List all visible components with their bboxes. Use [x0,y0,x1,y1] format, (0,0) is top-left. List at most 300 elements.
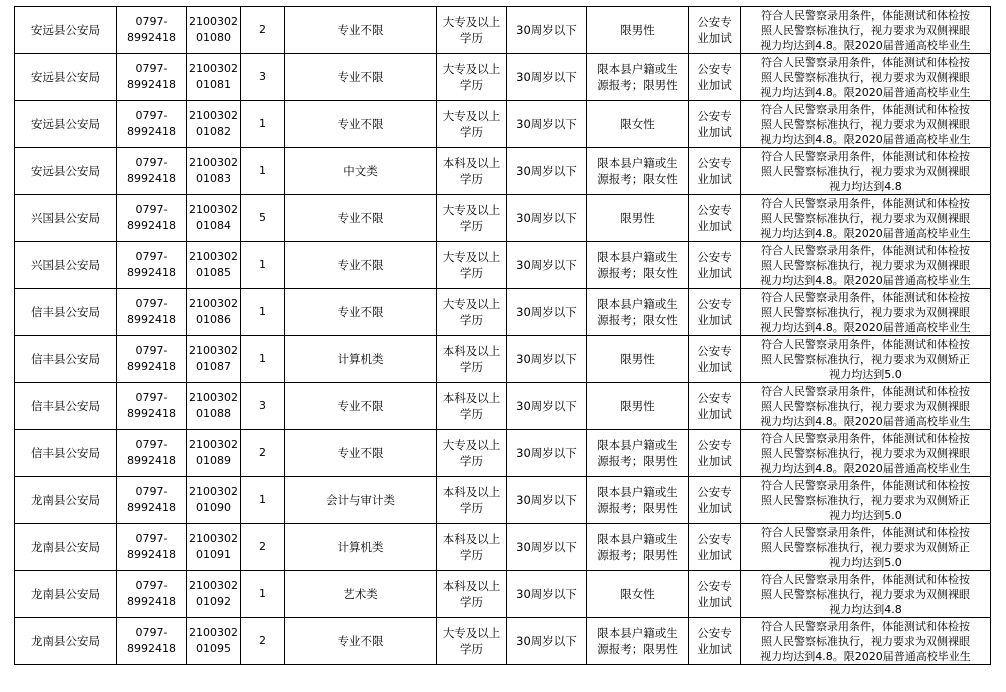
cell-phone [117,54,187,101]
cell-phone [117,242,187,289]
table-row [15,383,991,430]
table-row [15,148,991,195]
cell-age: 30周岁以下 [507,54,587,101]
cell-post-code-line: 2100302 [189,344,238,357]
cell-phone-line: 0797- [135,438,168,451]
cell-note-line: 视力均达到4.8。限2020届普通高校毕业生 [760,85,971,99]
cell-education-line: 本科及以上 [442,579,501,593]
cell-note-line: 符合人民警察录用条件，体能测试和体检按 [761,525,970,539]
cell-extra-exam-line: 业加试 [697,548,732,562]
cell-post-code-line: 2100302 [189,626,238,639]
cell-age: 30周岁以下 [507,383,587,430]
cell-note-line: 符合人民警察录用条件，体能测试和体检按 [761,431,970,445]
cell-other-req [587,54,689,101]
cell-education [437,242,507,289]
cell-note-line: 照人民警察标准执行，视力要求为双侧矫正 [761,493,970,507]
cell-other-req-line: 限男性 [620,23,655,37]
cell-education-line: 学历 [460,454,483,468]
cell-other-req [587,430,689,477]
cell-other-req [587,477,689,524]
cell-education [437,477,507,524]
cell-note [741,383,991,430]
cell-post-code-line: 01090 [196,501,231,514]
cell-other-req-line: 源报考；限女性 [597,172,678,186]
cell-education-line: 大专及以上 [442,438,501,452]
cell-post-code-line: 2100302 [189,250,238,263]
cell-note [741,101,991,148]
cell-age: 30周岁以下 [507,148,587,195]
cell-age: 30周岁以下 [507,618,587,665]
cell-phone-line: 8992418 [127,313,176,326]
cell-major: 专业不限 [285,101,437,148]
cell-phone-line: 0797- [135,156,168,169]
cell-education-line: 本科及以上 [442,532,501,546]
cell-other-req-line: 源报考；限男性 [597,642,678,656]
cell-other-req-line: 源报考；限男性 [597,548,678,562]
cell-post-code [187,101,241,148]
cell-education [437,524,507,571]
cell-note [741,289,991,336]
cell-education-line: 学历 [460,642,483,656]
cell-post-code-line: 2100302 [189,15,238,28]
table-row [15,101,991,148]
table-row [15,524,991,571]
cell-note-line: 符合人民警察录用条件，体能测试和体检按 [761,478,970,492]
cell-note [741,571,991,618]
cell-count: 2 [241,7,285,54]
cell-note-line: 符合人民警察录用条件，体能测试和体检按 [761,149,970,163]
cell-education-line: 大专及以上 [442,109,501,123]
cell-count: 2 [241,618,285,665]
cell-phone-line: 8992418 [127,125,176,138]
cell-other-req-line: 限男性 [620,399,655,413]
cell-other-req [587,195,689,242]
cell-post-code-line: 01085 [196,266,231,279]
cell-note [741,54,991,101]
cell-phone [117,7,187,54]
cell-unit: 信丰县公安局 [15,289,117,336]
cell-note-line: 符合人民警察录用条件，体能测试和体检按 [761,572,970,586]
cell-other-req [587,336,689,383]
cell-note-line: 符合人民警察录用条件，体能测试和体检按 [761,55,970,69]
cell-post-code-line: 01081 [196,78,231,91]
cell-extra-exam [689,289,741,336]
cell-post-code-line: 01082 [196,125,231,138]
table-row [15,195,991,242]
cell-education [437,336,507,383]
cell-note-line: 照人民警察标准执行，视力要求为双侧矫正 [761,352,970,366]
cell-note [741,242,991,289]
cell-education-line: 学历 [460,78,483,92]
cell-major: 专业不限 [285,195,437,242]
cell-extra-exam-line: 业加试 [697,642,732,656]
cell-extra-exam [689,101,741,148]
cell-note-line: 符合人民警察录用条件，体能测试和体检按 [761,102,970,116]
cell-note-line: 照人民警察标准执行，视力要求为双侧裸眼 [761,117,970,131]
cell-unit: 龙南县公安局 [15,571,117,618]
cell-education [437,618,507,665]
cell-education-line: 学历 [460,548,483,562]
cell-phone-line: 8992418 [127,595,176,608]
cell-extra-exam [689,524,741,571]
cell-age: 30周岁以下 [507,289,587,336]
cell-phone-line: 8992418 [127,31,176,44]
cell-extra-exam-line: 公安专 [697,62,732,76]
cell-count: 2 [241,430,285,477]
cell-phone-line: 8992418 [127,642,176,655]
cell-phone [117,336,187,383]
cell-education-line: 学历 [460,125,483,139]
cell-other-req-line: 源报考；限男性 [597,454,678,468]
cell-post-code-line: 2100302 [189,438,238,451]
cell-post-code [187,54,241,101]
cell-extra-exam-line: 业加试 [697,595,732,609]
cell-extra-exam [689,7,741,54]
cell-phone-line: 0797- [135,485,168,498]
cell-education [437,571,507,618]
cell-education [437,101,507,148]
cell-extra-exam [689,477,741,524]
table-row [15,54,991,101]
cell-note-line: 照人民警察标准执行，视力要求为双侧裸眼 [761,305,970,319]
cell-phone-line: 8992418 [127,407,176,420]
cell-note [741,430,991,477]
cell-other-req-line: 限本县户籍或生 [597,156,678,170]
table-row [15,430,991,477]
cell-phone-line: 0797- [135,297,168,310]
cell-count: 1 [241,148,285,195]
cell-note-line: 照人民警察标准执行，视力要求为双侧裸眼 [761,70,970,84]
recruitment-table [14,6,991,665]
cell-education-line: 学历 [460,595,483,609]
cell-post-code-line: 01091 [196,548,231,561]
cell-education-line: 学历 [460,172,483,186]
cell-note [741,148,991,195]
cell-extra-exam-line: 业加试 [697,31,732,45]
cell-major: 专业不限 [285,7,437,54]
cell-count: 5 [241,195,285,242]
cell-extra-exam-line: 业加试 [697,125,732,139]
cell-extra-exam [689,618,741,665]
cell-note [741,7,991,54]
cell-count: 1 [241,477,285,524]
cell-note-line: 照人民警察标准执行，视力要求为双侧裸眼 [761,587,970,601]
cell-post-code-line: 01083 [196,172,231,185]
cell-extra-exam-line: 公安专 [697,626,732,640]
cell-note-line: 符合人民警察录用条件，体能测试和体检按 [761,196,970,210]
cell-phone [117,430,187,477]
cell-post-code [187,195,241,242]
cell-post-code-line: 2100302 [189,203,238,216]
cell-education-line: 大专及以上 [442,15,501,29]
cell-phone-line: 8992418 [127,219,176,232]
cell-extra-exam-line: 公安专 [697,297,732,311]
table-body [15,7,991,665]
cell-education [437,289,507,336]
cell-phone-line: 8992418 [127,501,176,514]
cell-extra-exam-line: 公安专 [697,203,732,217]
table-row [15,571,991,618]
cell-extra-exam [689,195,741,242]
cell-other-req-line: 限本县户籍或生 [597,62,678,76]
cell-note-line: 视力均达到4.8 [829,602,902,616]
cell-post-code [187,289,241,336]
cell-note-line: 视力均达到4.8。限2020届普通高校毕业生 [760,320,971,334]
cell-extra-exam-line: 业加试 [697,78,732,92]
cell-phone-line: 8992418 [127,548,176,561]
cell-phone-line: 8992418 [127,78,176,91]
cell-phone-line: 8992418 [127,172,176,185]
cell-count: 1 [241,289,285,336]
cell-unit: 安远县公安局 [15,54,117,101]
cell-extra-exam-line: 业加试 [697,454,732,468]
cell-note-line: 照人民警察标准执行，视力要求为双侧裸眼 [761,211,970,225]
table-row [15,7,991,54]
cell-post-code-line: 2100302 [189,156,238,169]
cell-major: 会计与审计类 [285,477,437,524]
cell-education-line: 大专及以上 [442,203,501,217]
cell-note-line: 视力均达到5.0 [829,555,902,569]
cell-note-line: 视力均达到5.0 [829,367,902,381]
cell-post-code-line: 01095 [196,642,231,655]
table-row [15,477,991,524]
cell-other-req-line: 限本县户籍或生 [597,532,678,546]
cell-note-line: 照人民警察标准执行，视力要求为双侧裸眼 [761,634,970,648]
cell-post-code-line: 2100302 [189,62,238,75]
cell-education-line: 学历 [460,31,483,45]
cell-phone [117,477,187,524]
cell-post-code [187,477,241,524]
cell-phone-line: 0797- [135,391,168,404]
cell-unit: 信丰县公安局 [15,430,117,477]
cell-post-code-line: 2100302 [189,109,238,122]
cell-note-line: 照人民警察标准执行，视力要求为双侧裸眼 [761,164,970,178]
table-row [15,336,991,383]
cell-note-line: 符合人民警察录用条件，体能测试和体检按 [761,337,970,351]
cell-age: 30周岁以下 [507,195,587,242]
cell-other-req-line: 限男性 [620,211,655,225]
table-row [15,618,991,665]
cell-extra-exam [689,430,741,477]
cell-note [741,524,991,571]
cell-extra-exam-line: 业加试 [697,313,732,327]
cell-post-code [187,571,241,618]
cell-education [437,7,507,54]
cell-phone [117,148,187,195]
cell-note-line: 视力均达到4.8 [829,179,902,193]
cell-post-code-line: 01087 [196,360,231,373]
cell-other-req [587,242,689,289]
cell-note-line: 符合人民警察录用条件，体能测试和体检按 [761,290,970,304]
cell-education-line: 大专及以上 [442,62,501,76]
cell-post-code-line: 01089 [196,454,231,467]
cell-unit: 安远县公安局 [15,148,117,195]
table-row [15,242,991,289]
cell-other-req [587,383,689,430]
cell-other-req-line: 限本县户籍或生 [597,250,678,264]
cell-post-code [187,242,241,289]
cell-education-line: 本科及以上 [442,344,501,358]
cell-other-req [587,148,689,195]
cell-phone-line: 8992418 [127,266,176,279]
cell-count: 1 [241,101,285,148]
cell-education-line: 大专及以上 [442,626,501,640]
cell-unit: 兴国县公安局 [15,195,117,242]
cell-extra-exam-line: 业加试 [697,172,732,186]
cell-post-code-line: 2100302 [189,391,238,404]
cell-other-req-line: 限男性 [620,352,655,366]
cell-phone-line: 8992418 [127,454,176,467]
cell-age: 30周岁以下 [507,101,587,148]
cell-phone [117,618,187,665]
cell-unit: 龙南县公安局 [15,618,117,665]
cell-phone-line: 0797- [135,62,168,75]
cell-note-line: 视力均达到4.8。限2020届普通高校毕业生 [760,273,971,287]
cell-note-line: 符合人民警察录用条件，体能测试和体检按 [761,384,970,398]
cell-post-code-line: 01088 [196,407,231,420]
cell-education-line: 学历 [460,407,483,421]
cell-extra-exam [689,54,741,101]
cell-note-line: 视力均达到4.8。限2020届普通高校毕业生 [760,461,971,475]
cell-age: 30周岁以下 [507,242,587,289]
cell-extra-exam-line: 公安专 [697,485,732,499]
cell-education-line: 大专及以上 [442,297,501,311]
cell-phone-line: 0797- [135,203,168,216]
cell-count: 1 [241,336,285,383]
cell-count: 3 [241,383,285,430]
cell-other-req-line: 源报考；限男性 [597,78,678,92]
cell-extra-exam-line: 公安专 [697,15,732,29]
cell-other-req [587,101,689,148]
cell-unit: 安远县公安局 [15,7,117,54]
cell-other-req-line: 限本县户籍或生 [597,485,678,499]
cell-post-code [187,336,241,383]
cell-major: 中文类 [285,148,437,195]
cell-note [741,336,991,383]
cell-extra-exam-line: 业加试 [697,360,732,374]
cell-note-line: 照人民警察标准执行，视力要求为双侧裸眼 [761,258,970,272]
cell-post-code-line: 2100302 [189,532,238,545]
cell-phone-line: 0797- [135,250,168,263]
cell-major: 计算机类 [285,336,437,383]
cell-extra-exam-line: 公安专 [697,391,732,405]
cell-post-code [187,618,241,665]
cell-post-code-line: 01092 [196,595,231,608]
cell-note-line: 视力均达到4.8。限2020届普通高校毕业生 [760,226,971,240]
cell-note-line: 符合人民警察录用条件，体能测试和体检按 [761,619,970,633]
cell-other-req-line: 限本县户籍或生 [597,438,678,452]
cell-extra-exam-line: 公安专 [697,250,732,264]
cell-note [741,477,991,524]
cell-count: 3 [241,54,285,101]
cell-post-code [187,7,241,54]
cell-major: 专业不限 [285,54,437,101]
cell-education-line: 学历 [460,219,483,233]
cell-note-line: 视力均达到4.8。限2020届普通高校毕业生 [760,38,971,52]
cell-major: 艺术类 [285,571,437,618]
cell-major: 专业不限 [285,289,437,336]
cell-note-line: 照人民警察标准执行，视力要求为双侧裸眼 [761,23,970,37]
cell-age: 30周岁以下 [507,524,587,571]
cell-phone-line: 0797- [135,532,168,545]
cell-education-line: 大专及以上 [442,250,501,264]
cell-phone [117,195,187,242]
cell-extra-exam [689,571,741,618]
cell-unit: 兴国县公安局 [15,242,117,289]
cell-note-line: 照人民警察标准执行，视力要求为双侧矫正 [761,540,970,554]
cell-other-req-line: 限本县户籍或生 [597,626,678,640]
cell-extra-exam [689,148,741,195]
cell-phone [117,101,187,148]
cell-extra-exam-line: 公安专 [697,344,732,358]
cell-note-line: 视力均达到4.8。限2020届普通高校毕业生 [760,414,971,428]
cell-education-line: 本科及以上 [442,156,501,170]
cell-other-req-line: 源报考；限男性 [597,501,678,515]
cell-extra-exam-line: 公安专 [697,532,732,546]
cell-unit: 信丰县公安局 [15,383,117,430]
cell-note-line: 照人民警察标准执行，视力要求为双侧裸眼 [761,446,970,460]
cell-extra-exam-line: 业加试 [697,407,732,421]
cell-education-line: 本科及以上 [442,485,501,499]
cell-other-req [587,618,689,665]
cell-other-req-line: 限女性 [620,117,655,131]
cell-major: 专业不限 [285,618,437,665]
cell-note-line: 视力均达到5.0 [829,508,902,522]
cell-phone [117,571,187,618]
cell-post-code [187,430,241,477]
cell-phone-line: 0797- [135,626,168,639]
cell-unit: 龙南县公安局 [15,524,117,571]
cell-note-line: 视力均达到4.8。限2020届普通高校毕业生 [760,132,971,146]
cell-education-line: 学历 [460,266,483,280]
cell-phone-line: 0797- [135,109,168,122]
cell-extra-exam-line: 业加试 [697,266,732,280]
cell-phone-line: 8992418 [127,360,176,373]
cell-note-line: 照人民警察标准执行，视力要求为双侧裸眼 [761,399,970,413]
cell-note-line: 符合人民警察录用条件，体能测试和体检按 [761,243,970,257]
cell-age: 30周岁以下 [507,336,587,383]
cell-extra-exam-line: 业加试 [697,501,732,515]
cell-other-req-line: 限本县户籍或生 [597,297,678,311]
cell-education [437,54,507,101]
cell-extra-exam [689,383,741,430]
cell-post-code-line: 01080 [196,31,231,44]
cell-other-req-line: 源报考；限女性 [597,313,678,327]
cell-note [741,618,991,665]
table-row [15,289,991,336]
cell-phone [117,383,187,430]
cell-extra-exam [689,242,741,289]
cell-phone [117,524,187,571]
cell-note-line: 符合人民警察录用条件，体能测试和体检按 [761,8,970,22]
cell-post-code [187,524,241,571]
cell-age: 30周岁以下 [507,571,587,618]
cell-education-line: 本科及以上 [442,391,501,405]
cell-extra-exam-line: 公安专 [697,156,732,170]
cell-age: 30周岁以下 [507,7,587,54]
cell-other-req [587,524,689,571]
cell-extra-exam-line: 公安专 [697,579,732,593]
cell-education [437,383,507,430]
cell-count: 2 [241,524,285,571]
cell-post-code [187,383,241,430]
cell-post-code-line: 2100302 [189,297,238,310]
cell-other-req [587,289,689,336]
cell-education-line: 学历 [460,313,483,327]
cell-extra-exam-line: 公安专 [697,438,732,452]
cell-major: 专业不限 [285,430,437,477]
cell-major: 计算机类 [285,524,437,571]
